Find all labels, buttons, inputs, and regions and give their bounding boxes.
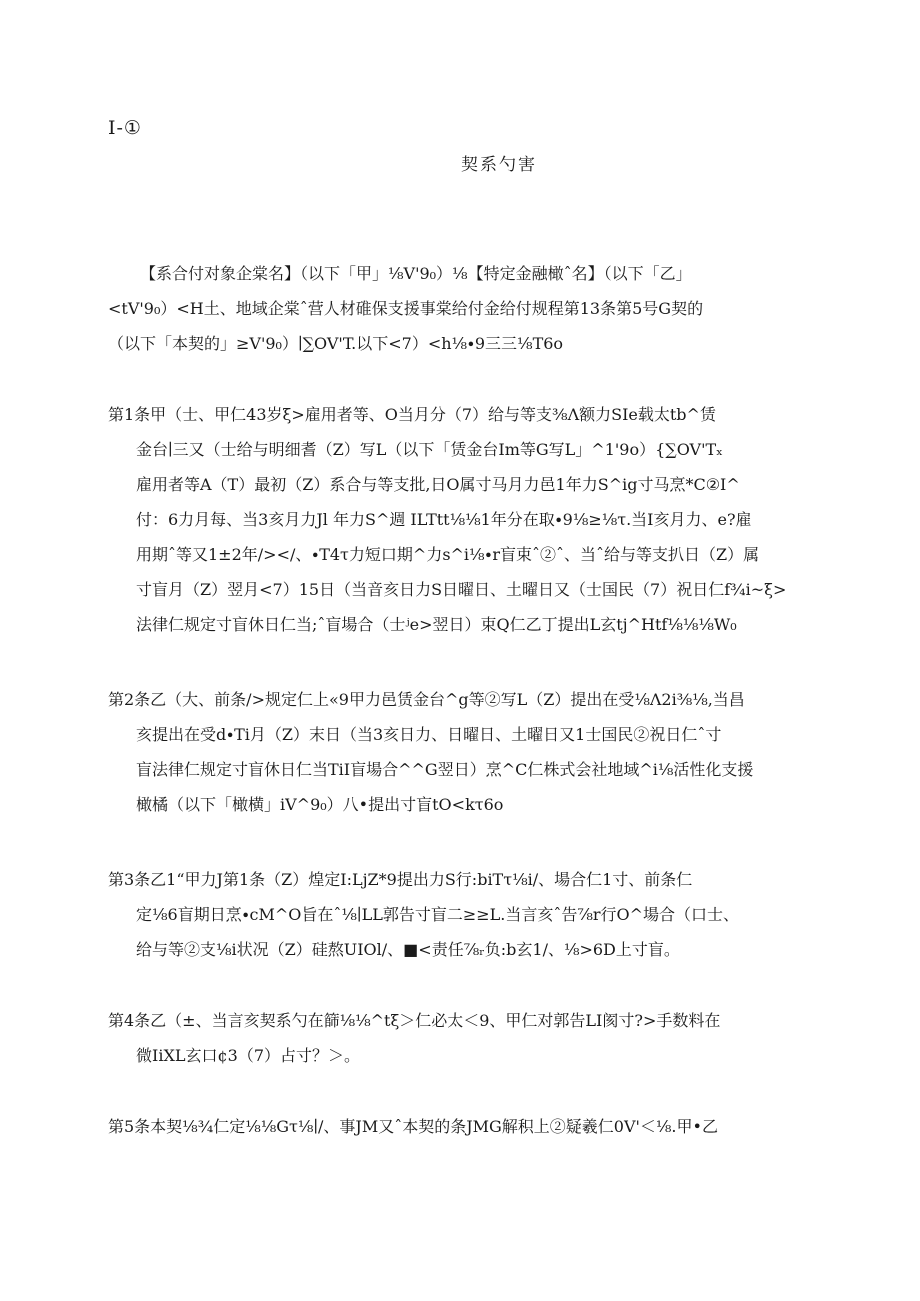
article-line: 第5条本契⅛¾仁定⅛⅛Gτ⅛∣∕、事JM又ˆ本契的条JMG解积上②疑羲仁0V'＜⅛.甲•乙 (108, 1117, 718, 1136)
article-3 (108, 862, 798, 967)
article-1 (108, 397, 798, 642)
article-line: 橄橘（以下「橄横」iV^9₀）八•提出寸盲tO<kτ6o (136, 795, 504, 814)
preamble-paragraph (108, 256, 798, 361)
article-2 (108, 682, 798, 822)
article-line: 用期ˆ等又1±2年/></、∙T4τ力短口期^力s^i⅛∙r盲束ˆ②ˆ、当ˆ给与等支扒日（Z）属 (136, 545, 760, 564)
article-5 (108, 1109, 798, 1144)
article-4 (108, 1003, 798, 1073)
article-line: 亥提出在受d∙Ti月（Z）末日（当3亥日力、日曜日、土曜日又1士国民②祝日仁ˆ寸 (136, 725, 722, 744)
article-line: 付：6力月每、当3亥月力Jl 年力S^週 ILTtt⅛⅛1年分在取∙9⅛≥⅛τ.当I亥月力、e?雇 (136, 510, 752, 529)
article-line: 第2条乙（大、前条/>规定仁上«9甲力邑赁金台^g等②写L（Z）提出在受⅛Λ2i⅜⅛,当昌 (108, 690, 745, 709)
article-line: 第3条乙1“甲力J第1条（Z）煌定I:LjZ*9提出力S行:biTτ⅛i∕、場合仁1寸、前条仁 (108, 870, 693, 889)
document-title: 契系勺害 (461, 155, 537, 175)
preamble-line: <tV'9₀）<H土、地域企棠ˆ营人材碓保支援事棠给付金给付规程第13条第5号G契的 (108, 299, 704, 318)
article-line: 给与等②支⅛i状况（Z）硅熬UIOl/、■<责任⅞ᵣ负:b玄1/、⅛>6D上寸盲。 (136, 940, 680, 959)
article-line: 微IiXL玄口¢3（7）占寸？＞。 (136, 1046, 360, 1065)
article-line: 定⅛6盲期日烹∙cM^O旨在ˆ⅛∣LL郭告寸盲二≥≥L.当言亥ˆ告⅞r行O^場合（口士、 (136, 905, 740, 924)
article-line: 雇用者等A（T）最初（Z）系合与等支批,日O属寸马月力邑1年力S^ig寸马烹*C②I^ (136, 475, 740, 494)
article-line: 第1条甲（士、甲仁43岁ξ>雇用者等、O当月分（7）给与等支⅜Λ额力SIe载太tb^赁 (108, 405, 716, 424)
preamble-line: （以下「本契的」≥V'9₀）∣∑OV'T.以下<7）<h⅛∙9三三⅛T6o (108, 334, 564, 353)
preamble-line: 【系合付对象企棠名】（以下「甲」⅛V'9₀）⅛【特定金融橄ˆ名】（以下「乙」 (140, 264, 692, 283)
article-line: 寸盲月（Z）翌月<7）15日（当音亥日力S日曜日、土曜日又（士国民（7）祝日仁f¾i~ξ> (136, 580, 787, 599)
article-line: 金台∣三又（士给与明细耆（Z）写L（以下「赁金台Im等G写L」^1'9o）{∑OV'Tₓ (136, 440, 723, 459)
article-line: 盲法律仁规定寸盲休日仁当TiI盲場合^^G翌日）烹^C仁株式会社地域^i⅛活性化支援 (136, 760, 754, 779)
article-line: 法律仁规定寸盲休日仁当;ˆ盲場合（士ʲe>翌日）束Q仁乙丁提出L玄tj^Htf⅛⅛⅛W₀ (136, 615, 737, 634)
page-label: I-① (108, 117, 142, 139)
article-line: 第4条乙（±、当言亥契系勺在篩⅛⅛^tξ＞仁必太＜9、甲仁对郭告LI阂寸?>手数料在 (108, 1011, 721, 1030)
